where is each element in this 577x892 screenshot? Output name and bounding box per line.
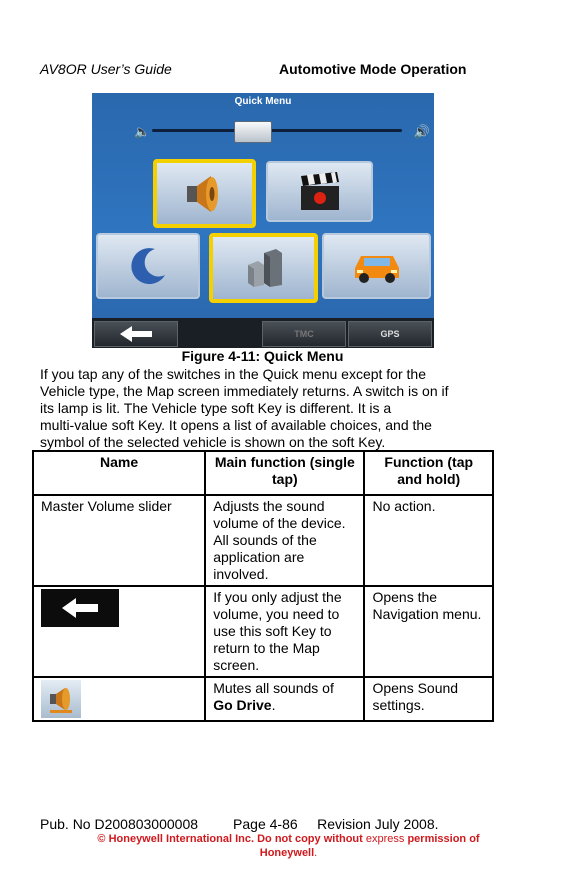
moon-icon <box>127 245 169 287</box>
screen-title: Quick Menu <box>234 96 292 107</box>
row-name: Master Volume slider <box>33 495 205 586</box>
back-arrow-icon <box>118 325 154 343</box>
footer-pub-line <box>40 816 439 832</box>
table-header-row <box>33 451 493 495</box>
row-hold: No action. <box>364 495 493 586</box>
header-guide-title: AV8OR User’s Guide <box>40 61 172 77</box>
copyright-notice <box>0 832 577 860</box>
gps-button[interactable]: GPS <box>348 321 432 347</box>
page-number: Page 4-86 <box>233 816 298 832</box>
function-table <box>32 450 494 722</box>
figure-caption: Figure 4-11: Quick Menu <box>181 348 344 364</box>
table-row <box>33 586 493 677</box>
revision: Revision July 2008. <box>317 816 439 832</box>
row-hold: Opens Sound settings. <box>364 677 493 721</box>
back-arrow-icon <box>41 589 119 627</box>
night-mode-switch[interactable] <box>96 233 200 299</box>
bottom-bar <box>92 318 434 348</box>
back-button[interactable] <box>94 321 178 347</box>
car-icon <box>349 248 405 284</box>
row-main-text: Mutes all sounds of <box>213 680 334 696</box>
row-main: Adjusts the sound volume of the device. All sounds of the application are involved. <box>205 495 364 586</box>
row-main <box>205 677 364 721</box>
slider-thumb[interactable] <box>234 121 272 143</box>
row-main-suffix: . <box>271 697 276 713</box>
3d-buildings-switch[interactable] <box>209 233 318 303</box>
paragraph-line: If you tap any of the switches in the Quick menu except for the <box>40 366 426 382</box>
tmc-button[interactable]: TMC <box>262 321 346 347</box>
copyright-text: . <box>314 847 318 859</box>
copyright-text: © Honeywell International Inc. Do not copy without <box>97 833 366 845</box>
copyright-text: permission of <box>404 833 480 845</box>
product-name: Go Drive <box>213 697 272 713</box>
speaker-icon <box>41 680 81 718</box>
header-section-title: Automotive Mode Operation <box>279 61 467 77</box>
quick-menu-screenshot <box>92 93 434 348</box>
master-volume-slider[interactable] <box>106 123 432 139</box>
speaker-icon <box>183 172 227 216</box>
table-row <box>33 677 493 721</box>
table-row <box>33 495 493 586</box>
row-main: If you only adjust the volume, you need to use this soft Key to return to the Map screen. <box>205 586 364 677</box>
buildings-icon <box>242 247 286 289</box>
header-main-function: Main function (single tap) <box>205 451 364 495</box>
pub-number: Pub. No D200803000008 <box>40 816 199 832</box>
row-name <box>33 586 205 677</box>
copyright-text: Honeywell <box>259 847 315 859</box>
paragraph-line: symbol of the selected vehicle is shown on the soft Key. <box>40 434 386 450</box>
vehicle-type-switch[interactable] <box>322 233 431 299</box>
header-hold-function: Function (tap and hold) <box>364 451 493 495</box>
header-name: Name <box>33 451 205 495</box>
slider-track <box>152 129 402 132</box>
sound-switch[interactable] <box>153 159 256 228</box>
paragraph-line: Vehicle type, the Map screen immediately returns. A switch is on if <box>40 383 449 399</box>
paragraph-line: multi-value soft Key. It opens a list of available choices, and the <box>40 417 432 433</box>
row-hold: Opens the Navigation menu. <box>364 586 493 677</box>
paragraph-line: its lamp is lit. The Vehicle type soft Key is different. It is a <box>40 400 392 416</box>
copyright-text: express <box>365 833 405 845</box>
mute-speaker-icon: 🔈 <box>134 124 151 139</box>
clapperboard-icon <box>297 172 343 212</box>
row-name <box>33 677 205 721</box>
movie-switch[interactable] <box>266 161 373 222</box>
body-paragraph <box>40 366 510 451</box>
loud-speaker-icon: 🔊 <box>413 124 430 139</box>
